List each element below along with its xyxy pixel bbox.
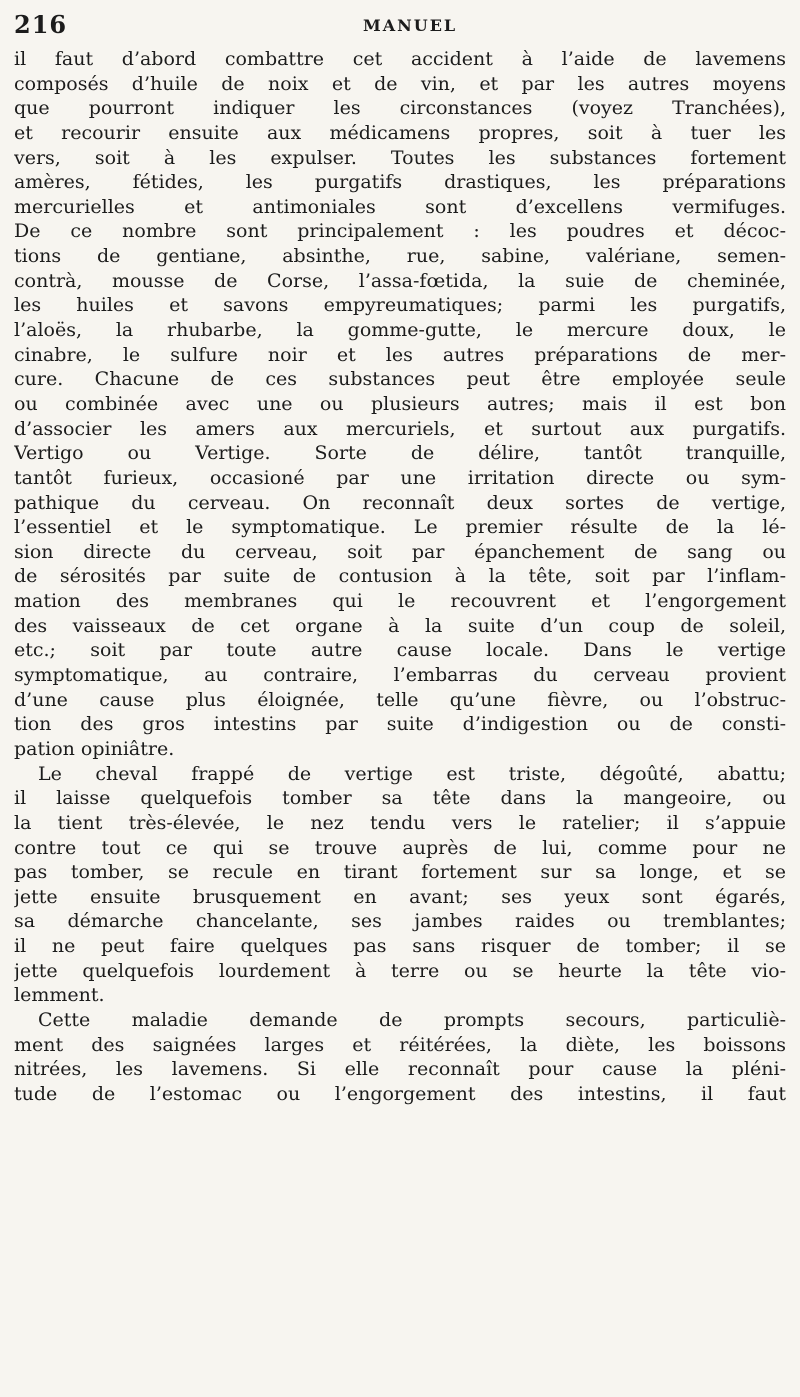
text-line: ment des saignées larges et réitérées, la diète, les boissons xyxy=(14,1033,786,1056)
text-line: tantôt furieux, occasioné par une irritation directe ou sym- xyxy=(14,466,786,489)
text-line: composés d’huile de noix et de vin, et par les autres moyens xyxy=(14,72,786,95)
text-line: amères, fétides, les purgatifs drastiques, les préparations xyxy=(14,171,786,194)
text-line: sa démarche chancelante, ses jambes raides ou tremblantes; xyxy=(14,910,786,933)
text-line: pation opiniâtre. xyxy=(14,737,175,760)
text-line: mation des membranes qui le recouvrent et l’engorgement xyxy=(14,590,786,613)
text-line: l’essentiel et le symptomatique. Le premier résulte de la lé- xyxy=(14,516,786,539)
text-line: cure. Chacune de ces substances peut être employée seule xyxy=(14,368,786,391)
paragraph-start-line: Le cheval frappé de vertige est triste, dégoûté, abattu; xyxy=(38,762,786,785)
text-line: sion directe du cerveau, soit par épanchement de sang ou xyxy=(14,540,786,563)
text-line: que pourront indiquer les circonstances (voyez Tranchées), xyxy=(14,97,786,120)
text-line: la tient très-élevée, le nez tendu vers le ratelier; il s’appuie xyxy=(14,811,786,834)
text-line: d’une cause plus éloignée, telle qu’une fièvre, ou l’obstruc- xyxy=(14,688,786,711)
text-line: jette quelquefois lourdement à terre ou se heurte la tête vio- xyxy=(14,959,786,982)
text-line: ou combinée avec une ou plusieurs autres; mais il est bon xyxy=(14,392,786,415)
text-line: d’associer les amers aux mercuriels, et surtout aux purgatifs. xyxy=(14,417,786,440)
text-line: cinabre, le sulfure noir et les autres préparations de mer- xyxy=(14,343,786,366)
text-line: tion des gros intestins par suite d’indigestion ou de consti- xyxy=(14,713,786,736)
text-line: tude de l’estomac ou l’engorgement des intestins, il faut xyxy=(14,1082,786,1105)
running-head: MANUEL xyxy=(363,16,458,35)
text-line: contrà, mousse de Corse, l’assa-fœtida, la suie de cheminée, xyxy=(14,269,786,292)
entry-heading-line: Vertigo ou Vertige. Sorte de délire, tantôt tranquille, xyxy=(14,442,786,465)
text-line: etc.; soit par toute autre cause locale. Dans le vertige xyxy=(14,639,786,662)
text-line: l’aloës, la rhubarbe, la gomme-gutte, le mercure doux, le xyxy=(14,319,786,342)
text-line: De ce nombre sont principalement : les poudres et décoc- xyxy=(14,220,786,243)
page-number: 216 xyxy=(14,10,68,39)
page-header xyxy=(8,4,788,44)
text-line: vers, soit à les expulser. Toutes les substances fortement xyxy=(14,146,786,169)
text-line: pas tomber, se recule en tirant fortement sur sa longe, et se xyxy=(14,861,786,884)
text-line: et recourir ensuite aux médicamens propres, soit à tuer les xyxy=(14,121,786,144)
text-line: lemment. xyxy=(14,984,105,1007)
text-line: il faut d’abord combattre cet accident à l’aide de lavemens xyxy=(14,48,786,70)
text-line: il ne peut faire quelques pas sans risquer de tomber; il se xyxy=(14,935,786,958)
text-line: tions de gentiane, absinthe, rue, sabine, valériane, semen- xyxy=(14,245,786,268)
text-line: les huiles et savons empyreumatiques; parmi les purgatifs, xyxy=(14,294,786,317)
text-line: jette ensuite brusquement en avant; ses yeux sont égarés, xyxy=(14,885,786,908)
body-text xyxy=(14,47,786,1107)
text-line: des vaisseaux de cet organe à la suite d’un coup de soleil, xyxy=(14,614,786,637)
text-line: il laisse quelquefois tomber sa tête dans la mangeoire, ou xyxy=(14,787,786,810)
text-line: de sérosités par suite de contusion à la tête, soit par l’inflam- xyxy=(14,565,786,588)
text-line: mercurielles et antimoniales sont d’excellens vermifuges. xyxy=(14,195,786,218)
text-line: pathique du cerveau. On reconnaît deux sortes de vertige, xyxy=(14,491,786,514)
text-line: nitrées, les lavemens. Si elle reconnaît pour cause la pléni- xyxy=(14,1058,786,1081)
paragraph-start-line: Cette maladie demande de prompts secours, particuliè- xyxy=(38,1008,786,1031)
text-line: symptomatique, au contraire, l’embarras du cerveau provient xyxy=(14,664,786,687)
text-line: contre tout ce qui se trouve auprès de lui, comme pour ne xyxy=(14,836,786,859)
